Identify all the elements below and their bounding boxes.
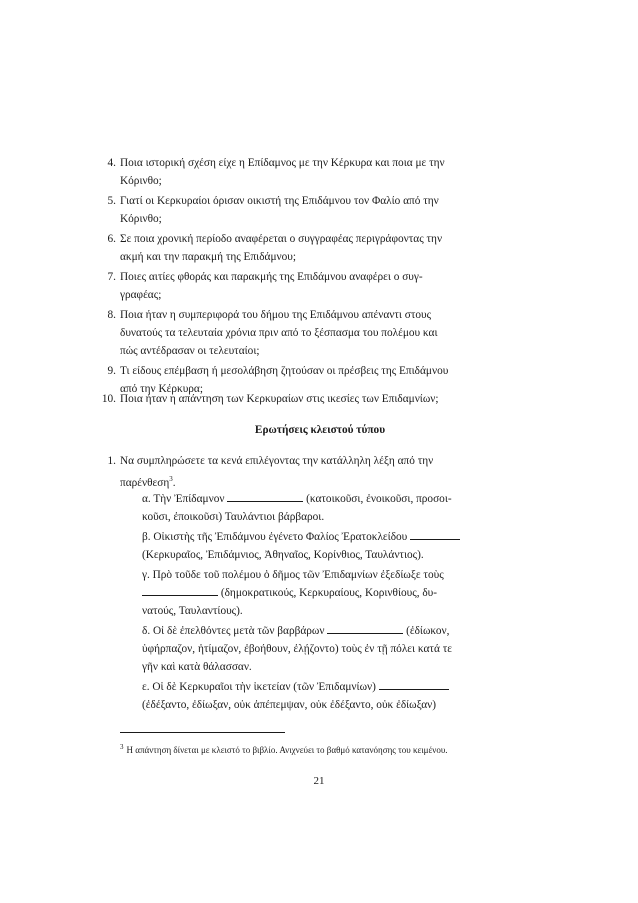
question-text: Κόρινθο;	[120, 213, 162, 225]
footnote-rule	[120, 732, 285, 733]
section-heading: Ερωτήσεις κλειστού τύπου	[254, 424, 386, 436]
fill-blank[interactable]	[227, 491, 303, 502]
question-text: πώς αντέδρασαν οι τελευταίοι;	[120, 345, 260, 357]
punctuation: .	[172, 476, 176, 489]
question-text: από την Κέρκυρα;	[120, 383, 203, 395]
closed-question-1	[107, 452, 520, 492]
question-text: Τι είδους επέμβαση ή μεσολάβηση ζητούσαν οι πρέσβεις της Επιδάμνου	[120, 365, 449, 377]
sub-item-text: κοῦσι, ἐποικοῦσι) Ταυλάντιοι βάρβαροι.	[142, 511, 325, 523]
question-text: Κόρινθο;	[120, 175, 162, 187]
sub-item-b	[142, 528, 520, 564]
question-5	[107, 192, 520, 228]
question-number: 7.	[107, 271, 116, 283]
question-number: 4.	[107, 157, 116, 169]
sub-item-a	[142, 490, 520, 526]
fill-blank[interactable]	[142, 585, 218, 596]
question-text: ακμή και την παρακμή της Επιδάμνου;	[120, 251, 296, 263]
question-number: 10.	[101, 393, 116, 405]
sub-item-options: (κατοικοῦσι, ἐνοικοῦσι, προσοι-	[303, 493, 452, 505]
question-text: Γιατί οι Κερκυραίοι όρισαν οικιστή της Επιδάμνου τον Φαλίο από την	[120, 195, 439, 207]
question-text-line2	[120, 470, 520, 492]
fill-blank[interactable]	[327, 623, 403, 634]
fill-blank[interactable]	[410, 529, 460, 540]
question-text: Να συμπληρώσετε τα κενά επιλέγοντας την κατάλληλη λέξη από την	[120, 455, 434, 467]
sub-item-text: β. Οἰκιστὴς τῆς Ἐπιδάμνου ἐγένετο Φαλίος Ἐρατοκλείδου	[142, 531, 408, 543]
question-text: Σε ποια χρονική περίοδο αναφέρεται ο συγγραφέας περιγράφοντας την	[120, 233, 443, 245]
question-7	[107, 268, 520, 304]
footnote-ref: 3	[169, 475, 173, 483]
sub-item-options: (Κερκυραῖος, Ἐπιδάμνιος, Ἀθηναῖος, Κορίνθιος, Ταυλάντιος).	[142, 549, 424, 561]
sub-item-e	[142, 678, 520, 714]
footnote	[120, 741, 540, 756]
question-number: 5.	[107, 195, 116, 207]
sub-item-options: (ἐδίωκον,	[403, 625, 450, 637]
fill-blank[interactable]	[379, 679, 449, 690]
sub-item-text: γ. Πρὸ τοῦδε τοῦ πολέμου ὁ δῆμος τῶν Ἐπιδαμνίων ἐξεδίωξε τοὺς	[142, 569, 444, 581]
sub-item-options: νατούς, Ταυλαντίους).	[142, 605, 243, 617]
question-number: 1.	[107, 455, 116, 467]
question-text: Ποια ήταν η απάντηση των Κερκυραίων στις ικεσίες των Επιδαμνίων;	[120, 393, 439, 405]
sub-item-options: (δημοκρατικούς, Κερκυραίους, Κορινθίους, δυ-	[218, 587, 438, 599]
sub-item-text: ε. Οἱ δὲ Κερκυραῖοι τὴν ἱκετείαν (τῶν Ἐπιδαμνίων)	[142, 681, 376, 693]
question-8	[107, 306, 520, 360]
question-10	[101, 390, 520, 408]
question-4	[107, 154, 520, 190]
question-number: 8.	[107, 309, 116, 321]
sub-item-text: δ. Οἱ δὲ ἐπελθόντες μετὰ τῶν βαρβάρων	[142, 625, 325, 637]
sub-item-options: ὑφήρπαζον, ἠτίμαζον, ἐβοήθουν, ἐλῄζοντο) τοὺς ἐν τῇ πόλει κατά τε	[142, 643, 452, 655]
question-number: 6.	[107, 233, 116, 245]
sub-item-d	[142, 622, 520, 676]
page-number: 21	[313, 775, 325, 787]
sub-item-text: α. Τὴν Ἐπίδαμνον	[142, 493, 225, 505]
question-text: γραφέας;	[120, 289, 162, 301]
question-text: Ποιες αιτίες φθοράς και παρακμής της Επιδάμνου αναφέρει ο συγ-	[120, 271, 423, 283]
question-text: δυνατούς τα τελευταία χρόνια πριν από το ξέσπασμα του πολέμου και	[120, 327, 438, 339]
question-6	[107, 230, 520, 266]
question-number: 9.	[107, 365, 116, 377]
sub-item-c	[142, 566, 520, 620]
footnote-mark: 3	[120, 743, 124, 751]
sub-item-text: γῆν καὶ κατὰ θάλασσαν.	[142, 661, 252, 673]
sub-item-options: (ἐδέξαντο, ἐδίωξαν, οὐκ ἀπέπεμψαν, οὐκ ἐδέξαντο, οὐκ ἐδίωξαν)	[142, 699, 437, 711]
question-text: Ποια ήταν η συμπεριφορά του δήμου της Επιδάμνου απέναντι στους	[120, 309, 432, 321]
footnote-text: Η απάντηση δίνεται με κλειστό το βιβλίο. Ανιχνεύει το βαθμό κατανόησης του κειμένου.	[126, 745, 448, 755]
question-text: Ποια ιστορική σχέση είχε η Επίδαμνος με την Κέρκυρα και ποια με την	[120, 157, 445, 169]
question-text: παρένθεση	[120, 476, 170, 489]
